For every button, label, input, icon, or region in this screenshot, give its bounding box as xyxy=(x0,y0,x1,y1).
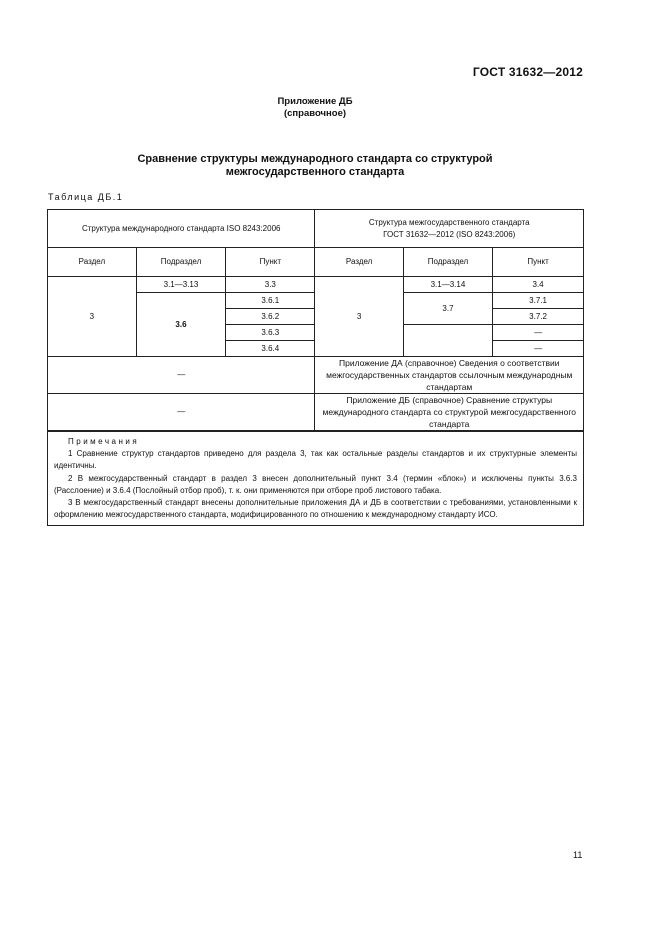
table-cell: 3.6.3 xyxy=(226,325,315,341)
table-cell: Приложение ДА (справочное) Сведения о соответствии межгосударственных стандартов ссылочным международным стандартам xyxy=(315,357,583,394)
table-row-appendix xyxy=(48,357,583,394)
table-cell: 3.6.2 xyxy=(226,309,315,325)
table-cell: 3 xyxy=(48,277,136,357)
table-cell: 3.7 xyxy=(403,293,492,325)
page-title xyxy=(0,153,630,179)
appendix-title: Приложение ДБ xyxy=(277,96,353,107)
right-group-header xyxy=(315,210,583,248)
table-row-appendix xyxy=(48,394,583,431)
column-header: Раздел xyxy=(48,248,136,277)
table-cell: 3.6.4 xyxy=(226,341,315,357)
page-title-line-1: Сравнение структуры международного стандарта со структурой xyxy=(137,153,493,165)
table-header-row xyxy=(48,210,583,248)
appendix-subtitle: (справочное) xyxy=(283,108,347,119)
table-cell: 3 xyxy=(315,277,403,357)
table-cell: — xyxy=(493,341,583,357)
table-cell: 3.6.1 xyxy=(226,293,315,309)
column-header: Подраздел xyxy=(136,248,225,277)
table-cell: 3.1—3.13 xyxy=(136,277,225,293)
column-header: Раздел xyxy=(315,248,403,277)
table-cell: — xyxy=(48,357,315,394)
column-header: Пункт xyxy=(493,248,583,277)
document-code: ГОСТ 31632—2012 xyxy=(472,65,583,79)
left-group-header: Структура международного стандарта ISO 8243:2006 xyxy=(48,210,315,248)
column-header: Пункт xyxy=(226,248,315,277)
table-cell: — xyxy=(48,394,315,431)
table-cell: 3.1—3.14 xyxy=(403,277,492,293)
table-cell: 3.7.2 xyxy=(493,309,583,325)
page-title-line-2: межгосударственного стандарта xyxy=(225,166,405,178)
table-column-header-row xyxy=(48,248,583,277)
appendix-heading xyxy=(0,96,630,120)
table-cell: 3.3 xyxy=(226,277,315,293)
comparison-table xyxy=(48,210,583,431)
table-cell: 3.6 xyxy=(136,293,225,357)
notes-title: Примечания xyxy=(68,437,140,446)
table-notes xyxy=(48,431,583,525)
comparison-table-frame xyxy=(47,209,584,526)
note-item: 1 Сравнение структур стандартов приведено для раздела 3, так как остальные разделы стандартов и их структурные элементы идентичны. xyxy=(54,449,577,471)
column-header: Подраздел xyxy=(403,248,492,277)
right-group-header-line-2: ГОСТ 31632—2012 (ISO 8243:2006) xyxy=(383,229,516,239)
table-cell: Приложение ДБ (справочное) Сравнение структуры международного стандарта со структурой межгосударственного стандарта xyxy=(315,394,583,431)
table-cell: 3.4 xyxy=(493,277,583,293)
table-cell: — xyxy=(493,325,583,341)
right-group-header-line-1: Структура межгосударственного стандарта xyxy=(368,217,530,227)
table-cell-empty xyxy=(403,325,492,357)
table-caption: Таблица ДБ.1 xyxy=(48,192,124,202)
note-item: 2 В межгосударственный стандарт в раздел 3 внесен дополнительный пункт 3.4 (термин «блок») и исключены пункты 3.6.3 (Расслоение) и 3.6.4 (Послойный отбор проб), т. к. они применяются при отборе проб листового табака. xyxy=(54,473,577,495)
note-item: 3 В межгосударственный стандарт внесены дополнительные приложения ДА и ДБ в соответствии с требованиями, установленными к оформлению межгосударственного стандарта, модифицированного по отношению к международному стандарту ИСО. xyxy=(54,498,577,520)
table-row xyxy=(48,277,583,293)
page-number: 11 xyxy=(573,850,583,860)
table-cell: 3.7.1 xyxy=(493,293,583,309)
